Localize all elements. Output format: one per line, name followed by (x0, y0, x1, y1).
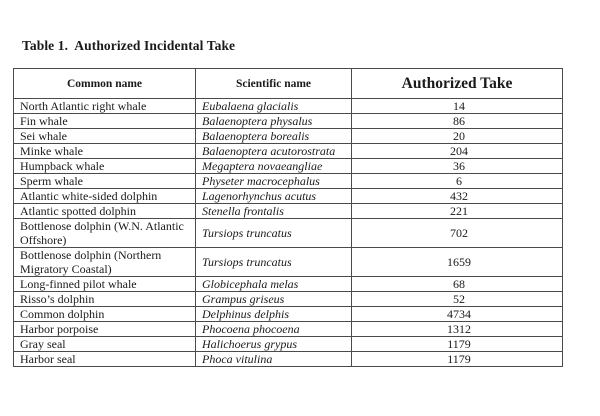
column-header-common-name: Common name (14, 69, 196, 99)
table-row (14, 174, 563, 189)
table-row (14, 352, 563, 367)
common-name-cell: Atlantic white-sided dolphin (14, 189, 196, 204)
common-name-cell: Bottlenose dolphin (Northern Migratory Coastal) (14, 248, 196, 277)
common-name-cell: Harbor porpoise (14, 322, 196, 337)
column-header-scientific-name: Scientific name (196, 69, 352, 99)
table-body (14, 99, 563, 367)
scientific-name-cell: Stenella frontalis (196, 204, 352, 219)
table-row (14, 99, 563, 114)
authorized-take-cell: 86 (352, 114, 563, 129)
table-row (14, 129, 563, 144)
table-row (14, 322, 563, 337)
common-name-cell: North Atlantic right whale (14, 99, 196, 114)
scientific-name-cell: Phocoena phocoena (196, 322, 352, 337)
common-name-cell: Humpback whale (14, 159, 196, 174)
scientific-name-cell: Tursiops truncatus (196, 248, 352, 277)
scientific-name-cell: Tursiops truncatus (196, 219, 352, 248)
common-name-cell: Risso’s dolphin (14, 292, 196, 307)
header-row (14, 69, 563, 99)
authorized-take-cell: 1659 (352, 248, 563, 277)
table-row (14, 292, 563, 307)
table-title: Table 1. Authorized Incidental Take (22, 38, 236, 53)
table-row (14, 248, 563, 277)
authorized-take-cell: 68 (352, 277, 563, 292)
table-row (14, 114, 563, 129)
table-row (14, 307, 563, 322)
table-header (14, 69, 563, 99)
scientific-name-cell: Physeter macrocephalus (196, 174, 352, 189)
common-name-cell: Common dolphin (14, 307, 196, 322)
table-row (14, 189, 563, 204)
authorized-take-table (13, 68, 563, 367)
scientific-name-cell: Balaenoptera physalus (196, 114, 352, 129)
scientific-name-cell: Halichoerus grypus (196, 337, 352, 352)
scientific-name-cell: Megaptera novaeangliae (196, 159, 352, 174)
common-name-cell: Fin whale (14, 114, 196, 129)
scientific-name-cell: Grampus griseus (196, 292, 352, 307)
scientific-name-cell: Phoca vitulina (196, 352, 352, 367)
authorized-take-cell: 14 (352, 99, 563, 114)
authorized-take-cell: 4734 (352, 307, 563, 322)
common-name-cell: Sei whale (14, 129, 196, 144)
authorized-take-cell: 6 (352, 174, 563, 189)
table-row (14, 337, 563, 352)
authorized-take-cell: 221 (352, 204, 563, 219)
column-header-authorized-take: Authorized Take (352, 69, 563, 99)
scientific-name-cell: Lagenorhynchus acutus (196, 189, 352, 204)
table-row (14, 277, 563, 292)
scientific-name-cell: Delphinus delphis (196, 307, 352, 322)
authorized-take-cell: 432 (352, 189, 563, 204)
authorized-take-cell: 1179 (352, 337, 563, 352)
table-row (14, 204, 563, 219)
common-name-cell: Harbor seal (14, 352, 196, 367)
common-name-cell: Atlantic spotted dolphin (14, 204, 196, 219)
common-name-cell: Bottlenose dolphin (W.N. Atlantic Offshore) (14, 219, 196, 248)
table-row (14, 144, 563, 159)
common-name-cell: Gray seal (14, 337, 196, 352)
common-name-cell: Sperm whale (14, 174, 196, 189)
common-name-cell: Long-finned pilot whale (14, 277, 196, 292)
scientific-name-cell: Globicephala melas (196, 277, 352, 292)
authorized-take-cell: 204 (352, 144, 563, 159)
scientific-name-cell: Balaenoptera acutorostrata (196, 144, 352, 159)
common-name-cell: Minke whale (14, 144, 196, 159)
authorized-take-cell: 1312 (352, 322, 563, 337)
authorized-take-cell: 1179 (352, 352, 563, 367)
authorized-take-cell: 52 (352, 292, 563, 307)
table-row (14, 159, 563, 174)
scientific-name-cell: Eubalaena glacialis (196, 99, 352, 114)
authorized-take-cell: 702 (352, 219, 563, 248)
scientific-name-cell: Balaenoptera borealis (196, 129, 352, 144)
authorized-take-cell: 36 (352, 159, 563, 174)
table-row (14, 219, 563, 248)
authorized-take-cell: 20 (352, 129, 563, 144)
